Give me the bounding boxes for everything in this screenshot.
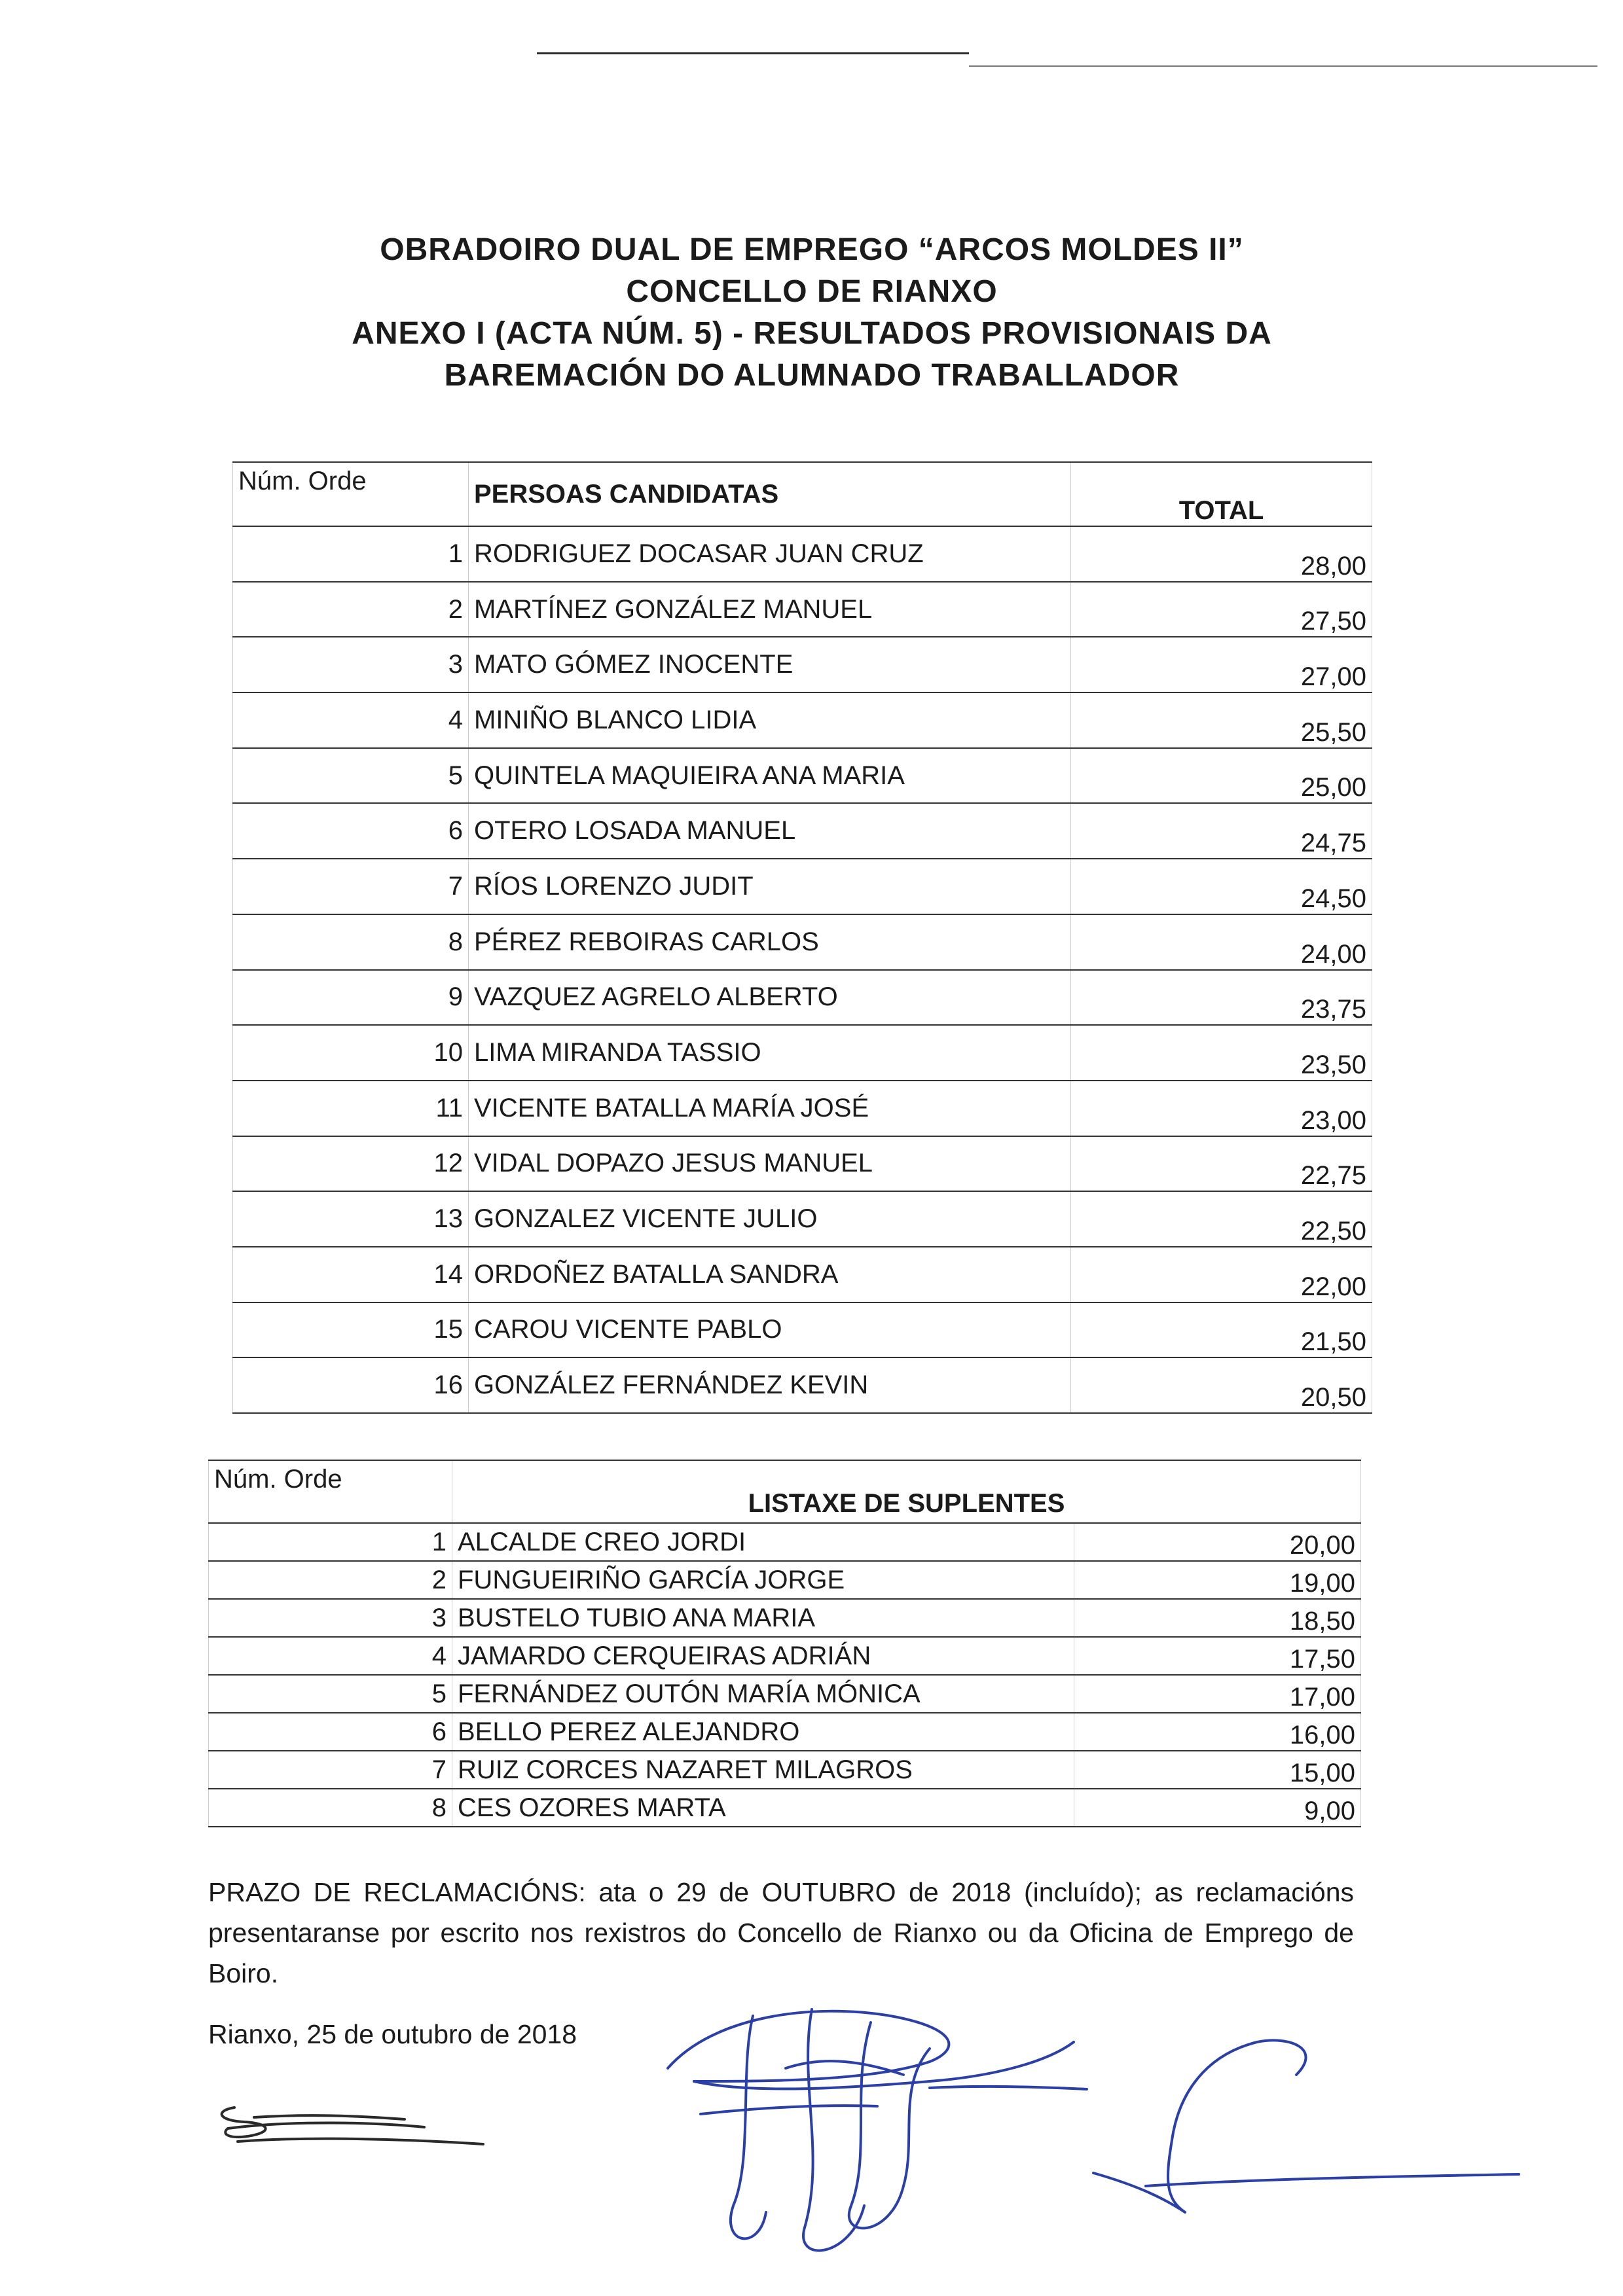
row-total: 27,50 xyxy=(1071,582,1372,637)
table-row xyxy=(233,859,1372,914)
row-total: 17,50 xyxy=(1074,1637,1361,1675)
table-row xyxy=(209,1789,1361,1827)
row-name: FUNGUEIRIÑO GARCÍA JORGE xyxy=(452,1561,1074,1599)
row-total: 24,50 xyxy=(1071,859,1372,914)
column-header-substitutes: LISTAXE DE SUPLENTES xyxy=(452,1460,1361,1523)
candidates-header-row xyxy=(233,462,1372,526)
row-total: 24,75 xyxy=(1071,803,1372,859)
signature-left xyxy=(208,2081,522,2173)
row-name: OTERO LOSADA MANUEL xyxy=(469,803,1071,859)
row-name: MATO GÓMEZ INOCENTE xyxy=(469,637,1071,692)
row-total: 15,00 xyxy=(1074,1751,1361,1789)
row-name: RUIZ CORCES NAZARET MILAGROS xyxy=(452,1751,1074,1789)
column-header-candidates: PERSOAS CANDIDATAS xyxy=(469,462,1071,526)
row-total: 28,00 xyxy=(1071,526,1372,582)
row-name: PÉREZ REBOIRAS CARLOS xyxy=(469,914,1071,970)
row-total: 9,00 xyxy=(1074,1789,1361,1827)
row-number: 13 xyxy=(233,1191,469,1247)
row-name: VICENTE BATALLA MARÍA JOSÉ xyxy=(469,1081,1071,1136)
table-row xyxy=(233,1247,1372,1302)
column-header-num: Núm. Orde xyxy=(233,462,469,526)
row-total: 22,75 xyxy=(1071,1136,1372,1192)
row-number: 11 xyxy=(233,1081,469,1136)
row-total: 23,00 xyxy=(1071,1081,1372,1136)
row-total: 27,00 xyxy=(1071,637,1372,692)
row-name: CES OZORES MARTA xyxy=(452,1789,1074,1827)
table-row xyxy=(233,970,1372,1026)
table-row xyxy=(209,1751,1361,1789)
table-row xyxy=(209,1523,1361,1561)
row-total: 24,00 xyxy=(1071,914,1372,970)
row-total: 23,50 xyxy=(1071,1025,1372,1081)
document-title xyxy=(196,229,1427,397)
table-row xyxy=(209,1561,1361,1599)
row-name: JAMARDO CERQUEIRAS ADRIÁN xyxy=(452,1637,1074,1675)
table-row xyxy=(233,1191,1372,1247)
table-row xyxy=(233,692,1372,748)
row-number: 16 xyxy=(233,1357,469,1413)
row-number: 5 xyxy=(209,1675,452,1713)
signature-right xyxy=(1074,2022,1532,2232)
row-number: 5 xyxy=(233,748,469,804)
substitutes-table xyxy=(208,1460,1361,1827)
table-row xyxy=(233,637,1372,692)
row-total: 20,50 xyxy=(1071,1357,1372,1413)
row-name: VIDAL DOPAZO JESUS MANUEL xyxy=(469,1136,1071,1192)
table-row xyxy=(209,1637,1361,1675)
table-row xyxy=(233,1136,1372,1192)
row-number: 6 xyxy=(209,1713,452,1751)
row-total: 22,50 xyxy=(1071,1191,1372,1247)
table-row xyxy=(233,803,1372,859)
row-total: 22,00 xyxy=(1071,1247,1372,1302)
row-name: QUINTELA MAQUIEIRA ANA MARIA xyxy=(469,748,1071,804)
header-rule-right xyxy=(969,65,1597,67)
row-number: 14 xyxy=(233,1247,469,1302)
row-number: 1 xyxy=(233,526,469,582)
table-row xyxy=(209,1713,1361,1751)
row-total: 23,75 xyxy=(1071,970,1372,1026)
title-line-4: BAREMACIÓN DO ALUMNADO TRABALLADOR xyxy=(444,358,1180,393)
table-row xyxy=(233,1302,1372,1358)
row-name: MINIÑO BLANCO LIDIA xyxy=(469,692,1071,748)
row-name: RÍOS LORENZO JUDIT xyxy=(469,859,1071,914)
candidates-table xyxy=(232,461,1372,1414)
row-number: 3 xyxy=(209,1599,452,1637)
row-total: 16,00 xyxy=(1074,1713,1361,1751)
row-number: 2 xyxy=(233,582,469,637)
row-name: GONZALEZ VICENTE JULIO xyxy=(469,1191,1071,1247)
row-number: 2 xyxy=(209,1561,452,1599)
row-total: 21,50 xyxy=(1071,1302,1372,1358)
row-number: 7 xyxy=(233,859,469,914)
row-name: ORDOÑEZ BATALLA SANDRA xyxy=(469,1247,1071,1302)
row-name: CAROU VICENTE PABLO xyxy=(469,1302,1071,1358)
row-name: RODRIGUEZ DOCASAR JUAN CRUZ xyxy=(469,526,1071,582)
row-number: 10 xyxy=(233,1025,469,1081)
row-number: 3 xyxy=(233,637,469,692)
row-name: FERNÁNDEZ OUTÓN MARÍA MÓNICA xyxy=(452,1675,1074,1713)
title-line-3: ANEXO I (ACTA NÚM. 5) - RESULTADOS PROVISIONAIS DA xyxy=(352,316,1272,351)
row-number: 8 xyxy=(233,914,469,970)
header-rule xyxy=(537,52,969,54)
row-number: 1 xyxy=(209,1523,452,1561)
row-number: 7 xyxy=(209,1751,452,1789)
table-row xyxy=(233,914,1372,970)
column-header-num: Núm. Orde xyxy=(209,1460,452,1523)
row-total: 25,00 xyxy=(1071,748,1372,804)
table-row xyxy=(233,526,1372,582)
row-total: 19,00 xyxy=(1074,1561,1361,1599)
row-number: 4 xyxy=(209,1637,452,1675)
table-row xyxy=(209,1675,1361,1713)
table-row xyxy=(233,748,1372,804)
table-row xyxy=(209,1599,1361,1637)
place-date: Rianxo, 25 de outubro de 2018 xyxy=(208,2019,577,2049)
table-row xyxy=(233,582,1372,637)
signature-center xyxy=(655,1990,1100,2278)
row-number: 4 xyxy=(233,692,469,748)
column-header-total: TOTAL xyxy=(1071,462,1372,526)
row-total: 18,50 xyxy=(1074,1599,1361,1637)
title-line-1: OBRADOIRO DUAL DE EMPREGO “ARCOS MOLDES II” xyxy=(380,232,1244,267)
title-line-2: CONCELLO DE RIANXO xyxy=(626,274,998,309)
table-row xyxy=(233,1025,1372,1081)
row-name: MARTÍNEZ GONZÁLEZ MANUEL xyxy=(469,582,1071,637)
row-name: LIMA MIRANDA TASSIO xyxy=(469,1025,1071,1081)
row-number: 12 xyxy=(233,1136,469,1192)
substitutes-header-row xyxy=(209,1460,1361,1523)
table-row xyxy=(233,1081,1372,1136)
row-name: VAZQUEZ AGRELO ALBERTO xyxy=(469,970,1071,1026)
row-total: 17,00 xyxy=(1074,1675,1361,1713)
row-name: BELLO PEREZ ALEJANDRO xyxy=(452,1713,1074,1751)
row-number: 9 xyxy=(233,970,469,1026)
row-number: 6 xyxy=(233,803,469,859)
row-total: 25,50 xyxy=(1071,692,1372,748)
row-name: GONZÁLEZ FERNÁNDEZ KEVIN xyxy=(469,1357,1071,1413)
row-name: ALCALDE CREO JORDI xyxy=(452,1523,1074,1561)
row-number: 15 xyxy=(233,1302,469,1358)
row-number: 8 xyxy=(209,1789,452,1827)
table-row xyxy=(233,1357,1372,1413)
row-total: 20,00 xyxy=(1074,1523,1361,1561)
claims-notice: PRAZO DE RECLAMACIÓNS: ata o 29 de OUTUBRO de 2018 (incluído); as reclamacións presentaranse por escrito nos rexistros do Concello de Rianxo ou da Oficina de Emprego de Boiro. xyxy=(208,1877,1354,1988)
row-name: BUSTELO TUBIO ANA MARIA xyxy=(452,1599,1074,1637)
